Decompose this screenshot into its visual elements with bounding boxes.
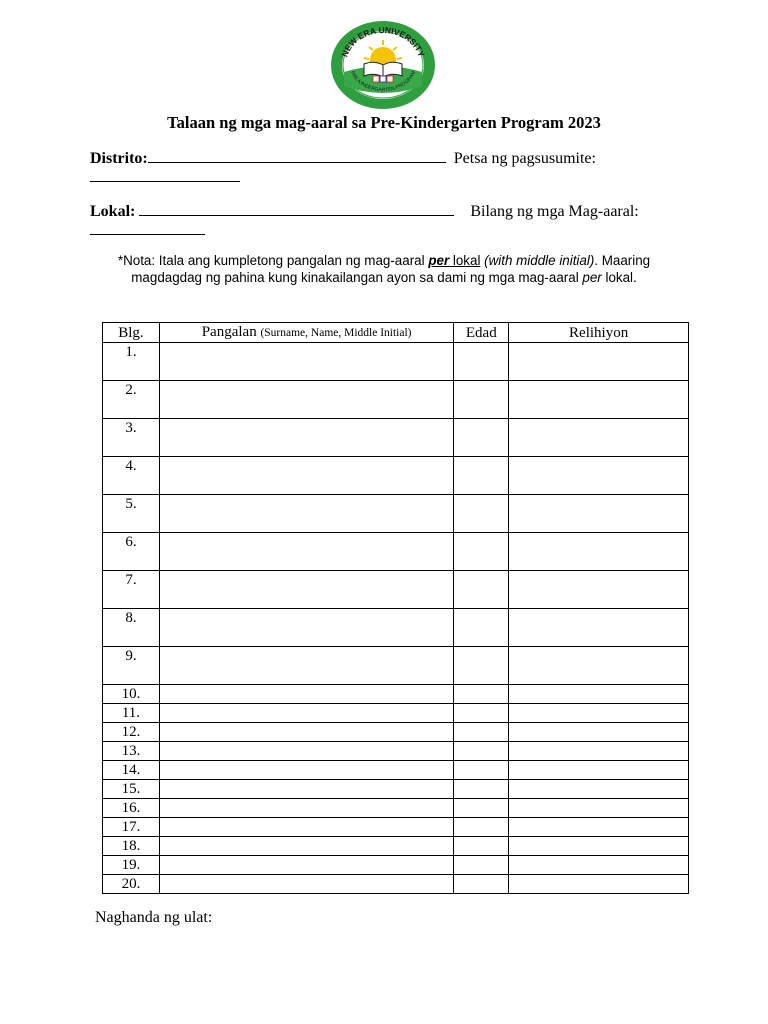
table-row <box>103 685 689 704</box>
edad-cell[interactable] <box>454 799 509 818</box>
col-header-blg: Blg. <box>103 323 160 343</box>
note-line3: lokal. <box>601 270 637 285</box>
pangalan-cell[interactable] <box>159 609 453 647</box>
table-row <box>103 856 689 875</box>
note-per-1: per <box>428 253 450 268</box>
row-number: 10. <box>103 685 160 704</box>
pangalan-label: Pangalan <box>201 324 257 340</box>
distrito-blank[interactable] <box>148 148 446 163</box>
table-row <box>103 723 689 742</box>
relihiyon-cell[interactable] <box>509 343 689 381</box>
relihiyon-cell[interactable] <box>509 704 689 723</box>
relihiyon-cell[interactable] <box>509 419 689 457</box>
pangalan-cell[interactable] <box>159 704 453 723</box>
row-number: 5. <box>103 495 160 533</box>
edad-cell[interactable] <box>454 533 509 571</box>
table-row <box>103 609 689 647</box>
col-header-edad: Edad <box>454 323 509 343</box>
table-row <box>103 647 689 685</box>
edad-cell[interactable] <box>454 704 509 723</box>
relihiyon-cell[interactable] <box>509 780 689 799</box>
col-header-relihiyon: Relihiyon <box>509 323 689 343</box>
pangalan-cell[interactable] <box>159 457 453 495</box>
table-row <box>103 780 689 799</box>
pangalan-cell[interactable] <box>159 685 453 704</box>
pangalan-cell[interactable] <box>159 799 453 818</box>
pangalan-cell[interactable] <box>159 837 453 856</box>
lokal-label: Lokal: <box>90 203 136 220</box>
document-title: Talaan ng mga mag-aaral sa Pre-Kindergarten Program 2023 <box>167 113 601 132</box>
row-number: 13. <box>103 742 160 761</box>
bilang-blank[interactable] <box>90 234 205 235</box>
row-number: 9. <box>103 647 160 685</box>
distrito-label: Distrito: <box>90 150 148 167</box>
pangalan-cell[interactable] <box>159 856 453 875</box>
relihiyon-cell[interactable] <box>509 837 689 856</box>
table-row <box>103 495 689 533</box>
pangalan-cell[interactable] <box>159 780 453 799</box>
table-row <box>103 571 689 609</box>
logo-inner-text: PRE-KINDERGARTEN PROGRAM <box>348 70 418 94</box>
edad-cell[interactable] <box>454 856 509 875</box>
edad-cell[interactable] <box>454 818 509 837</box>
edad-cell[interactable] <box>454 742 509 761</box>
row-number: 1. <box>103 343 160 381</box>
pangalan-cell[interactable] <box>159 761 453 780</box>
table-row <box>103 419 689 457</box>
edad-cell[interactable] <box>454 761 509 780</box>
relihiyon-cell[interactable] <box>509 856 689 875</box>
row-number: 17. <box>103 818 160 837</box>
edad-cell[interactable] <box>454 381 509 419</box>
note-text <box>90 252 678 286</box>
row-number: 6. <box>103 533 160 571</box>
pangalan-cell[interactable] <box>159 381 453 419</box>
relihiyon-cell[interactable] <box>509 685 689 704</box>
note-per-2: per <box>582 270 602 285</box>
relihiyon-cell[interactable] <box>509 381 689 419</box>
pangalan-sub-label: (Surname, Name, Middle Initial) <box>260 327 412 339</box>
relihiyon-cell[interactable] <box>509 609 689 647</box>
pangalan-cell[interactable] <box>159 723 453 742</box>
table-row <box>103 533 689 571</box>
row-number: 18. <box>103 837 160 856</box>
lokal-row <box>90 201 639 221</box>
pangalan-cell[interactable] <box>159 343 453 381</box>
row-number: 16. <box>103 799 160 818</box>
note-middle-initial: (with middle initial) <box>484 253 595 268</box>
relihiyon-cell[interactable] <box>509 742 689 761</box>
row-number: 4. <box>103 457 160 495</box>
relihiyon-cell[interactable] <box>509 723 689 742</box>
relihiyon-cell[interactable] <box>509 761 689 780</box>
table-row <box>103 742 689 761</box>
row-number: 12. <box>103 723 160 742</box>
edad-cell[interactable] <box>454 571 509 609</box>
pangalan-cell[interactable] <box>159 647 453 685</box>
distrito-row <box>90 148 596 168</box>
university-logo <box>330 20 436 110</box>
relihiyon-cell[interactable] <box>509 875 689 894</box>
row-number: 14. <box>103 761 160 780</box>
edad-cell[interactable] <box>454 837 509 856</box>
relihiyon-cell[interactable] <box>509 533 689 571</box>
edad-cell[interactable] <box>454 419 509 457</box>
pangalan-cell[interactable] <box>159 419 453 457</box>
table-row <box>103 343 689 381</box>
logo-ring-text: NEW ERA UNIVERSITY <box>339 24 427 59</box>
pangalan-cell[interactable] <box>159 742 453 761</box>
edad-cell[interactable] <box>454 685 509 704</box>
pangalan-cell[interactable] <box>159 818 453 837</box>
note-prefix: *Nota: Itala ang kumpletong pangalan ng mag-aaral <box>117 253 429 268</box>
table-row <box>103 704 689 723</box>
table-row <box>103 761 689 780</box>
edad-cell[interactable] <box>454 647 509 685</box>
note-lokal: lokal <box>449 253 481 268</box>
petsa-blank[interactable] <box>90 181 240 182</box>
table-row <box>103 457 689 495</box>
edad-cell[interactable] <box>454 723 509 742</box>
edad-cell[interactable] <box>454 875 509 894</box>
relihiyon-cell[interactable] <box>509 647 689 685</box>
edad-cell[interactable] <box>454 457 509 495</box>
pangalan-cell[interactable] <box>159 495 453 533</box>
row-number: 19. <box>103 856 160 875</box>
row-number: 15. <box>103 780 160 799</box>
table-header-row <box>103 323 689 343</box>
pangalan-cell[interactable] <box>159 571 453 609</box>
petsa-label: Petsa ng pagsusumite: <box>453 150 596 167</box>
row-number: 8. <box>103 609 160 647</box>
col-header-pangalan <box>159 323 453 343</box>
edad-cell[interactable] <box>454 780 509 799</box>
edad-cell[interactable] <box>454 609 509 647</box>
edad-cell[interactable] <box>454 495 509 533</box>
lokal-blank[interactable] <box>139 201 454 216</box>
edad-cell[interactable] <box>454 343 509 381</box>
relihiyon-cell[interactable] <box>509 818 689 837</box>
relihiyon-cell[interactable] <box>509 495 689 533</box>
row-number: 3. <box>103 419 160 457</box>
relihiyon-cell[interactable] <box>509 799 689 818</box>
table-row <box>103 818 689 837</box>
note-line2: . Maaring magdagdag ng pahina kung kinakailangan ayon sa dami ng mga mag-aaral <box>131 253 651 285</box>
student-table <box>102 322 689 894</box>
pangalan-cell[interactable] <box>159 533 453 571</box>
relihiyon-cell[interactable] <box>509 457 689 495</box>
row-number: 7. <box>103 571 160 609</box>
bilang-label: Bilang ng mga Mag-aaral: <box>470 203 639 220</box>
pangalan-cell[interactable] <box>159 875 453 894</box>
table-row <box>103 837 689 856</box>
prepared-by-label: Naghanda ng ulat: <box>95 909 213 926</box>
table-row <box>103 875 689 894</box>
relihiyon-cell[interactable] <box>509 571 689 609</box>
table-row <box>103 381 689 419</box>
row-number: 2. <box>103 381 160 419</box>
row-number: 11. <box>103 704 160 723</box>
table-row <box>103 799 689 818</box>
row-number: 20. <box>103 875 160 894</box>
